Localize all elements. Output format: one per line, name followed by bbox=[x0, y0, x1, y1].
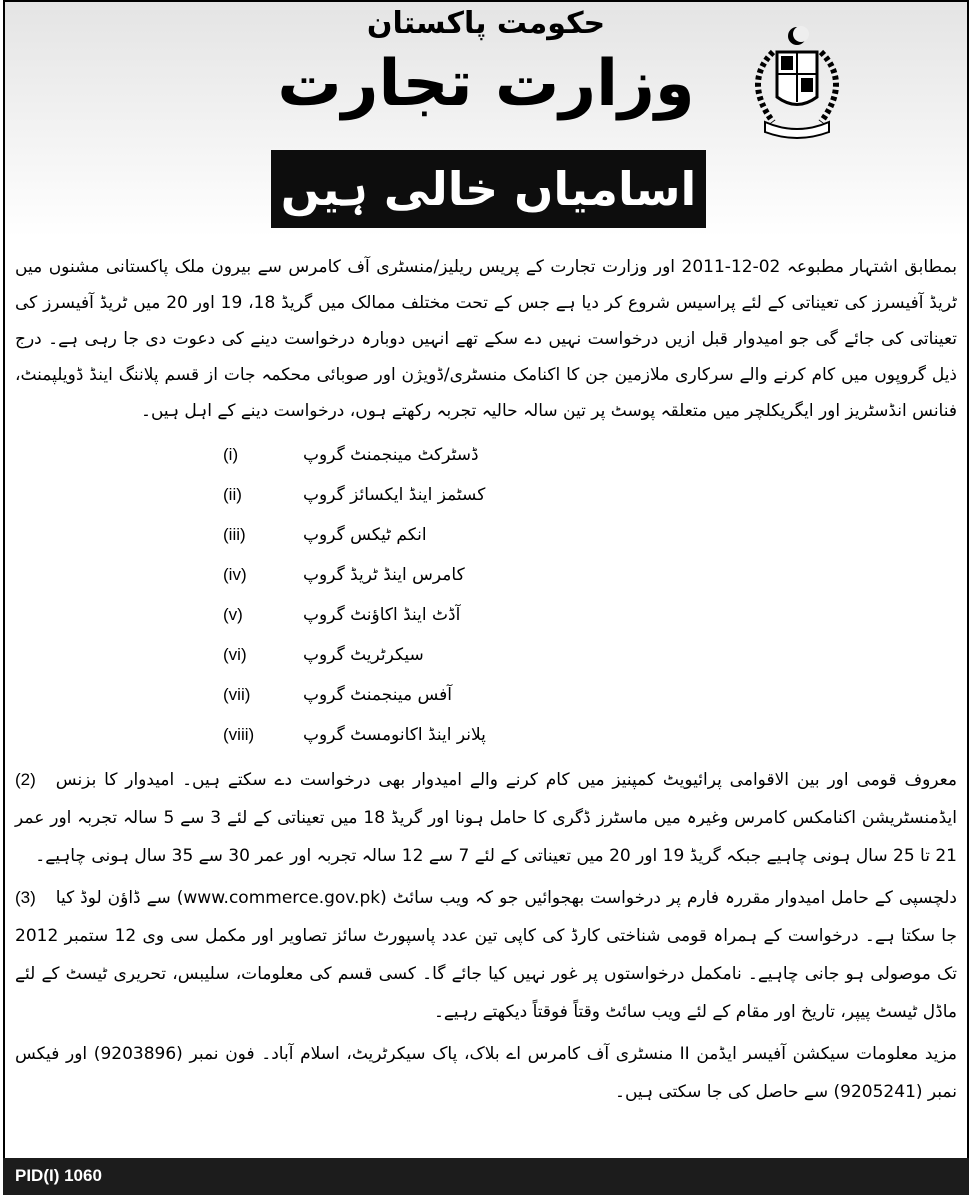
item-text: ڈسٹرکٹ مینجمنٹ گروپ bbox=[303, 445, 479, 465]
footer-bar bbox=[3, 1158, 969, 1195]
item-text: کامرس اینڈ ٹریڈ گروپ bbox=[303, 565, 465, 585]
government-title: حکومت پاکستان bbox=[366, 6, 606, 41]
item-text: انکم ٹیکس گروپ bbox=[303, 525, 427, 545]
paragraph-3 bbox=[15, 879, 957, 1031]
item-number: (v) bbox=[223, 605, 243, 624]
item-number: (i) bbox=[223, 445, 239, 464]
item-text: کسٹمز اینڈ ایکسائز گروپ bbox=[303, 485, 486, 505]
list-item bbox=[15, 515, 957, 555]
list-item bbox=[15, 595, 957, 635]
item-number: (iii) bbox=[223, 525, 246, 544]
ad-content bbox=[5, 237, 967, 1158]
item-text: سیکرٹریٹ گروپ bbox=[303, 645, 424, 665]
paragraph-number: (3) bbox=[15, 888, 36, 907]
list-item bbox=[15, 555, 957, 595]
paragraph-text: دلچسپی کے حامل امیدوار مقررہ فارم پر درخواست بھجوائیں جو کہ ویب سائٹ (www.commerce.gov.pk) سے ڈاؤن لوڈ کیا جا سکتا ہے۔ درخواست کے ہمراہ قومی شناختی کارڈ کی کاپی تین عدد پاسپورٹ سائز تصاویر اور مکمل سی وی 12 ستمبر 2012 تک موصولی ہو جانی چاہیے۔ نامکمل درخواستوں پر غور نہیں کیا جائے گا۔ کسی قسم کی معلومات، سلیبس، تحریری ٹیسٹ کے لئے ماڈل ٹیسٹ پیپر، تاریخ اور مقام کے لئے ویب سائٹ وقتاً فوقتاً دیکھتے رہیے۔ bbox=[15, 888, 958, 1022]
item-text: پلانر اینڈ اکانومسٹ گروپ bbox=[303, 725, 486, 745]
list-item bbox=[15, 435, 957, 475]
list-item bbox=[15, 635, 957, 675]
groups-list bbox=[15, 435, 957, 755]
state-emblem-icon bbox=[735, 22, 860, 142]
list-item bbox=[15, 675, 957, 715]
list-item bbox=[15, 715, 957, 755]
vacancies-banner: اسامیاں خالی ہیں bbox=[271, 150, 706, 228]
ad-header bbox=[5, 2, 967, 237]
paragraph-text: معروف قومی اور بین الاقوامی پرائیویٹ کمپنیز میں کام کرنے والے امیدوار بھی درخواست دے سکتے ہیں۔ امیدوار کا بزنس ایڈمنسٹریشن اکنامکس کامرس وغیرہ میں ماسٹرز ڈگری کا حامل ہونا اور گریڈ 18 میں تعیناتی کے لئے 3 سے 5 سالہ تجربہ اور عمر 21 تا 25 سال ہونی چاہیے جبکہ گریڈ 19 اور 20 میں تعیناتی کے لئے 7 سے 12 سالہ تجربہ اور عمر 30 سے 35 سال ہونی چاہیے۔ bbox=[15, 770, 958, 866]
pid-code: PID(I) 1060 bbox=[15, 1166, 102, 1185]
list-item bbox=[15, 475, 957, 515]
paragraph-number: (2) bbox=[15, 770, 36, 789]
item-number: (ii) bbox=[223, 485, 242, 504]
item-number: (iv) bbox=[223, 565, 247, 584]
contact-paragraph: مزید معلومات سیکشن آفیسر ایڈمن II منسٹری آف کامرس اے بلاک، پاک سیکرٹریٹ، اسلام آباد۔ فون نمبر (9203896) اور فیکس نمبر (9205241) سے حاصل کی جا سکتی ہیں۔ bbox=[15, 1044, 957, 1102]
intro-paragraph: بمطابق اشتہار مطبوعہ 02-12-2011 اور وزارت تجارت کے پریس ریلیز/منسٹری آف کامرس سے بیرون ملک پاکستانی مشنوں میں ٹریڈ آفیسرز کی تعیناتی کے لئے پراسیس شروع کر دیا ہے جس کے تحت مختلف ممالک میں گریڈ 18، 19 اور 20 میں ٹریڈ آفیسرز کی تعیناتی کی جائے گی جو امیدوار قبل ازیں درخواست نہیں دے سکے تھے انہیں دوبارہ درخواست دینے کی دعوت دی جا رہی ہے۔ درج ذیل گروپوں میں کام کرنے والے سرکاری ملازمین جن کا اکنامک منسٹری/ڈویژن اور صوبائی محکمہ جات از قسم پلاننگ اینڈ ڈویلپمنٹ، فنانس انڈسٹریز اور ایگریکلچر میں متعلقہ پوسٹ پر تین سالہ حالیہ تجربہ رکھتے ہوں، درخواست دینے کے اہل ہیں۔ bbox=[15, 257, 958, 421]
item-number: (vii) bbox=[223, 685, 251, 704]
ministry-title: وزارت تجارت bbox=[277, 47, 695, 121]
item-number: (vi) bbox=[223, 645, 247, 664]
item-text: آفس مینجمنٹ گروپ bbox=[303, 685, 453, 705]
ad-border bbox=[3, 0, 969, 1195]
item-number: (viii) bbox=[223, 725, 255, 744]
item-text: آڈٹ اینڈ اکاؤنٹ گروپ bbox=[303, 605, 461, 625]
paragraph-2 bbox=[15, 761, 957, 875]
